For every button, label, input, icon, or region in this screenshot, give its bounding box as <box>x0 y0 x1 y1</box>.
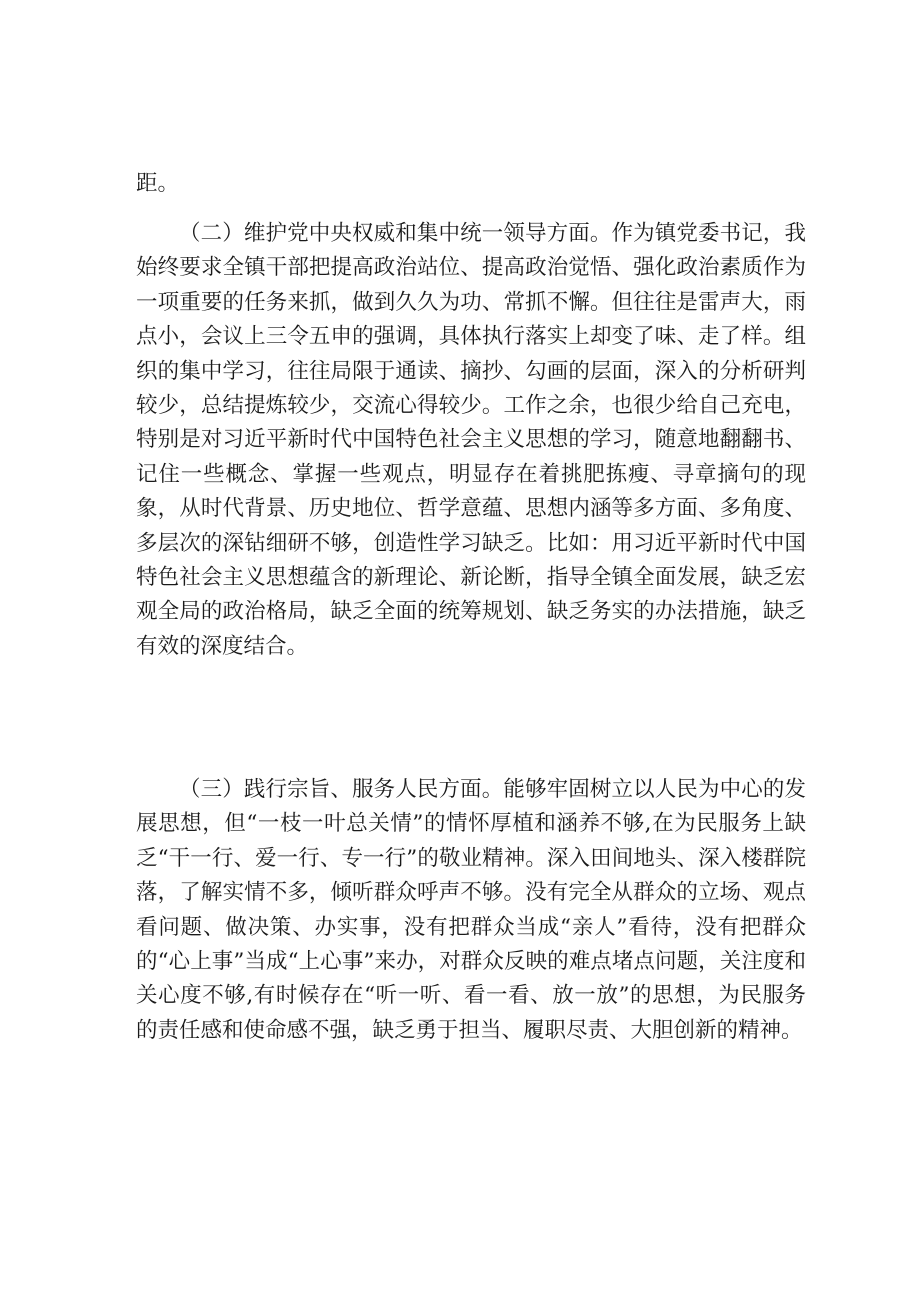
paragraph-section-2: （二）维护党中央权威和集中统一领导方面。作为镇党委书记，我始终要求全镇干部把提高政治站位、提高政治觉悟、强化政治素质作为一项重要的任务来抓，做到久久为功、常抓不懈。但往往是雷声大，雨点小，会议上三令五申的强调，具体执行落实上却变了味、走了样。组织的集中学习，往往局限于通读、摘抄、勾画的层面，深入的分析研判较少，总结提炼较少，交流心得较少。工作之余，也很少给自己充电，特别是对习近平新时代中国特色社会主义思想的学习，随意地翻翻书、记住一些概念、掌握一些观点，明显存在着挑肥拣瘦、寻章摘句的现象，从时代背景、历史地位、哲学意蕴、思想内涵等多方面、多角度、多层次的深钻细研不够，创造性学习缺乏。比如：用习近平新时代中国特色社会主义思想蕴含的新理论、新论断，指导全镇全面发展，缺乏宏观全局的政治格局，缺乏全面的统筹规划、缺乏务实的办法措施，缺乏有效的深度结合。 <box>136 221 806 659</box>
paragraph-section-3: （三）践行宗旨、服务人民方面。能够牢固树立以人民为中心的发展思想，但“一枝一叶总关情”的情怀厚植和涵养不够,在为民服务上缺乏“干一行、爱一行、专一行”的敬业精神。深入田间地头、深入楼群院落，了解实情不多，倾听群众呼声不够。没有完全从群众的立场、观点看问题、做决策、办实事，没有把群众当成“亲人”看待，没有把群众的“心上事”当成“上心事”来办，对群众反映的难点堵点问题，关注度和关心度不够,有时候存在“听一听、看一看、放一放”的思想，为民服务的责任感和使命感不强，缺乏勇于担当、履职尽责、大胆创新的精神。 <box>136 777 806 1043</box>
paragraph-continuation: 距。 <box>136 171 180 196</box>
